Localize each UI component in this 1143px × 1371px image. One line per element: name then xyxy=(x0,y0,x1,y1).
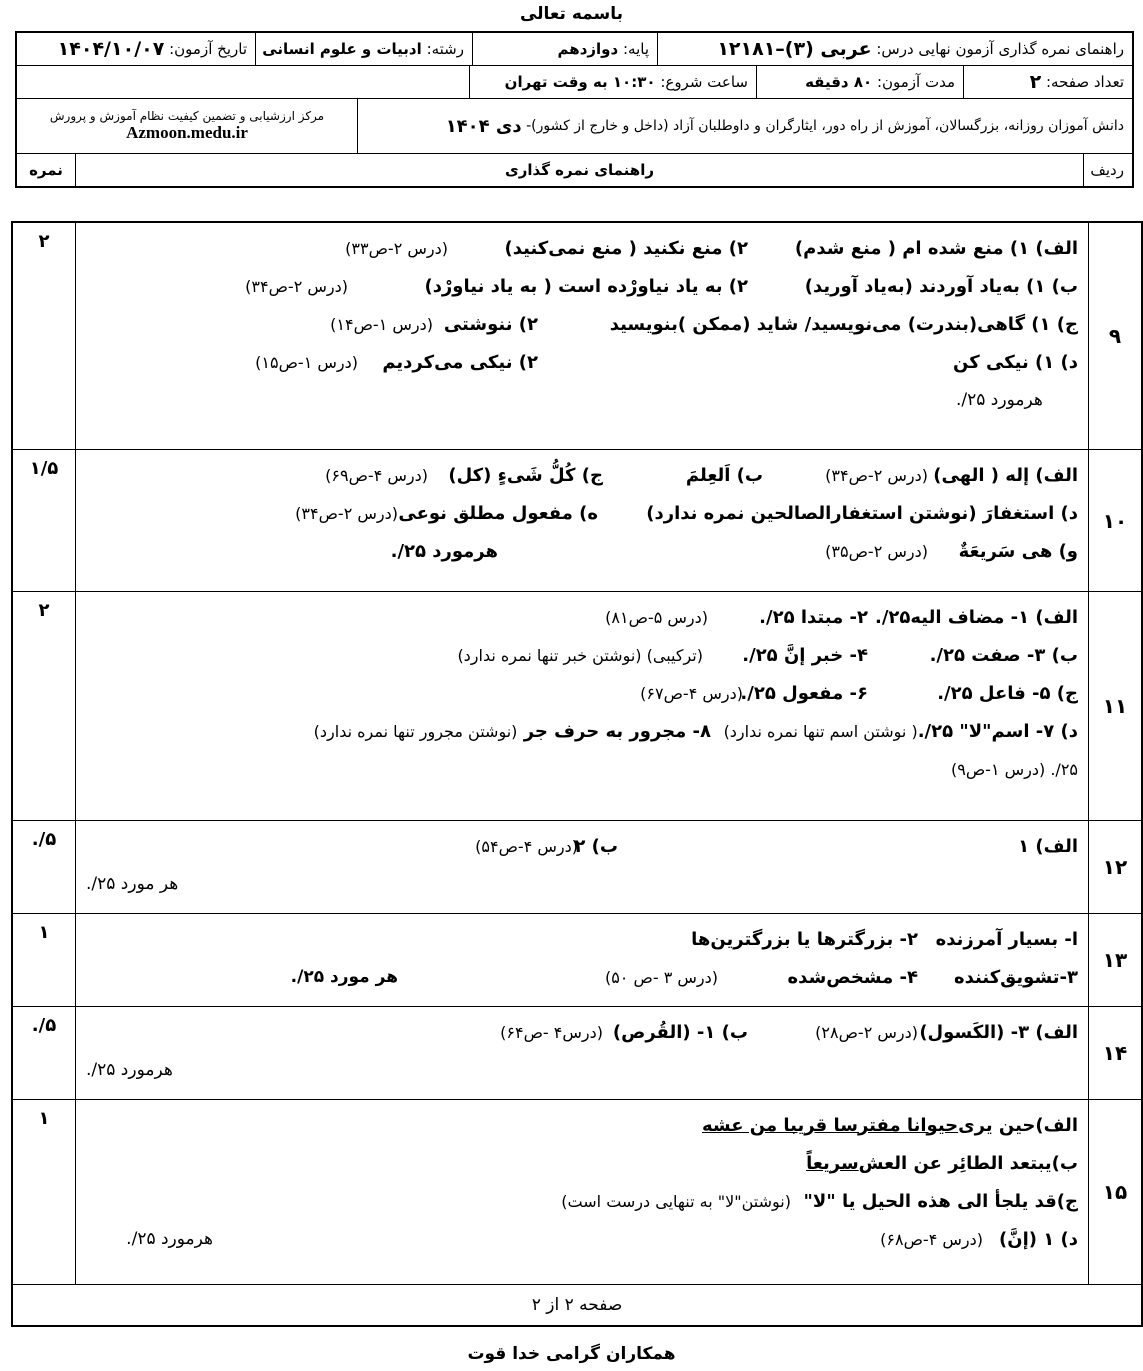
row-content xyxy=(75,592,1088,820)
row-score: ۱ xyxy=(38,1108,50,1129)
row-content xyxy=(75,914,1088,1006)
audience-cell xyxy=(357,99,1132,153)
header-row-4 xyxy=(17,154,1132,186)
start-time-cell xyxy=(469,66,756,98)
answer-item: الف) ۳- (الکَسول) xyxy=(919,1021,1078,1043)
duration-label: مدت آزمون: xyxy=(876,73,955,91)
lesson-ref: (درس ۲-ص۳۵) xyxy=(825,541,928,561)
answer-item: ب) ۱) به‌یاد آوردند (به‌یاد آورید) xyxy=(804,275,1078,297)
grading-table xyxy=(11,221,1143,1327)
lesson-ref: (درس ۵-ص۸۱) xyxy=(605,607,708,627)
lesson-ref: (نوشتن"لا" به تنهایی درست است) xyxy=(561,1191,791,1211)
answer-item: ۶- مفعول ۲۵/. xyxy=(740,682,868,704)
lesson-ref: (درس ۲-ص۳۴) xyxy=(295,503,398,523)
answer-item: ۴- خبر إنَّ ۲۵/. xyxy=(742,644,868,666)
date-cell xyxy=(17,33,255,65)
answer-underlined: حیوانا مفترسا قریبا من عشه xyxy=(701,1114,959,1136)
answer-item: ۲) نیکی می‌کردیم xyxy=(382,351,538,373)
answer-item: و) هی سَریعَةٌ xyxy=(958,540,1078,562)
row-number: ۱۰ xyxy=(1088,450,1141,591)
answer-item: د) ۷- اسم"لا" ۲۵/. xyxy=(917,720,1078,742)
row-number: ۱۱ xyxy=(1088,592,1141,820)
center-name: مرکز ارزشیابی و تضمین کیفیت نظام آموزش و پرورش xyxy=(49,109,325,123)
center-cell xyxy=(17,99,357,153)
duration-cell xyxy=(756,66,963,98)
answer-item: الف) ۱ xyxy=(1018,835,1078,857)
exam-header-table xyxy=(15,31,1134,188)
answer-item: ۲) منع نکنید ( منع نمی‌کنید) xyxy=(504,237,748,259)
score-note: هرمورد ۲۵/. xyxy=(390,540,498,562)
answer-item: ب) ۳- صفت ۲۵/. xyxy=(929,644,1078,666)
lesson-ref: (درس ۳ -ص ۵۰) xyxy=(604,967,718,987)
website-link[interactable]: Azmoon.medu.ir xyxy=(126,123,248,142)
table-row-15 xyxy=(13,1100,1141,1285)
answer-item: ب)یبتعد الطائِر عن العش xyxy=(858,1152,1078,1174)
answer-item: ۲- بزرگترها یا بزرگترین‌ها xyxy=(691,928,918,950)
grade-label: پایه: xyxy=(622,40,649,58)
col-guide-label: راهنمای نمره گذاری xyxy=(505,161,654,179)
score-note: هرمورد ۲۵/. xyxy=(126,1229,213,1249)
answer-item: ۴- مشخص‌شده xyxy=(787,966,918,988)
header-row-3 xyxy=(17,99,1132,154)
lesson-ref: ۲۵/. (درس ۱-ص۹) xyxy=(950,759,1078,779)
score-note: هرمورد ۲۵/. xyxy=(86,1060,173,1080)
start-label: ساعت شروع: xyxy=(660,73,748,91)
answer-item: ب) اَلعِلمَ xyxy=(685,464,763,486)
start-value: ۱۰:۳۰ به وقت تهران xyxy=(504,73,656,91)
row-score: ۲ xyxy=(38,600,50,621)
date-value: ۱۴۰۴/۱۰/۰۷ xyxy=(57,38,165,60)
answer-item: ج) ۱) گاهی(بندرت) می‌نویسید/ شاید (ممکن )بنویسید xyxy=(609,313,1078,335)
page-heading: باسمه تعالی xyxy=(519,4,624,24)
answer-item: ۲- مبتدا ۲۵/. xyxy=(759,606,868,628)
row-number: ۱۲ xyxy=(1088,821,1141,913)
row-score: ۲ xyxy=(38,231,50,252)
row-content xyxy=(75,450,1088,591)
field-cell xyxy=(255,33,472,65)
row-score: ۵/. xyxy=(31,1015,57,1036)
row-number: ۱۳ xyxy=(1088,914,1141,1006)
grade-value: دوازدهم xyxy=(557,40,619,58)
row-content xyxy=(75,1007,1088,1099)
answer-item: ب) ۱- (القُرص) xyxy=(612,1021,748,1043)
pages-cell xyxy=(963,66,1132,98)
lesson-ref: (درس ۱-ص۱۵) xyxy=(255,352,358,372)
duration-value: ۸۰ دقیقه xyxy=(805,73,873,91)
pages-value: ۲ xyxy=(1029,71,1042,93)
lesson-ref: (درس ۲-ص۳۴) xyxy=(245,276,348,296)
answer-item: ب) ۲ xyxy=(574,835,618,857)
row-number: ۱۵ xyxy=(1088,1100,1141,1284)
table-row-14 xyxy=(13,1007,1141,1100)
course-cell xyxy=(657,33,1132,65)
closing-note: همکاران گرامی خدا قوت xyxy=(467,1344,676,1364)
lesson-ref: (درس ۱-ص۱۴) xyxy=(330,314,433,334)
field-label: رشته: xyxy=(426,40,464,58)
table-row-12 xyxy=(13,821,1141,914)
answer-item: الف) ۱) منع شده ام ( منع شدم) xyxy=(794,237,1078,259)
col-score-header xyxy=(17,154,75,186)
row-number: ۹ xyxy=(1088,223,1141,449)
date-label: تاریخ آزمون: xyxy=(169,40,247,58)
grade-cell xyxy=(472,33,657,65)
answer-item: الف) ۱- مضاف الیه۲۵/. xyxy=(874,606,1078,628)
lesson-ref: (درس۴ -ص۶۴) xyxy=(500,1022,603,1042)
course-label: راهنمای نمره گذاری آزمون نهایی درس: xyxy=(876,40,1124,58)
lesson-ref: (درس ۴-ص۵۴) xyxy=(475,836,578,856)
row-number: ۱۴ xyxy=(1088,1007,1141,1099)
answer-underlined: سریعاً xyxy=(806,1152,859,1174)
answer-item: د) استغفارَ (نوشتن استغفارالصالحین نمره ندارد) xyxy=(646,502,1078,524)
col-row-label: ردیف xyxy=(1090,161,1124,179)
answer-item: ۸- مجرور به حرف جر xyxy=(523,720,712,742)
row-content xyxy=(75,821,1088,913)
session-value: دی ۱۴۰۴ xyxy=(445,115,522,137)
answer-item: ۲) ننوشتی xyxy=(443,313,538,335)
row-score: ۱ xyxy=(38,922,50,943)
row-content xyxy=(75,223,1088,449)
field-value: ادبیات و علوم انسانی xyxy=(262,40,422,58)
row-content xyxy=(75,1100,1088,1284)
lesson-ref: (درس ۴-ص۶۹) xyxy=(325,465,428,485)
row-score: ۱/۵ xyxy=(29,458,59,479)
lesson-ref: ( نوشتن اسم تنها نمره ندارد) xyxy=(723,721,918,741)
table-row-10 xyxy=(13,450,1141,592)
score-note: هرمورد ۲۵/. xyxy=(956,390,1043,410)
answer-item: ۳-تشویق‌کننده xyxy=(953,966,1078,988)
answer-item: ج) ۵- فاعل ۲۵/. xyxy=(937,682,1078,704)
course-value: عربی (۳)–۱۲۱۸۱ xyxy=(717,38,872,60)
col-row-header xyxy=(1083,154,1132,186)
answer-item: ج)قد یلجأ الی هذه الحیل یا "لا" xyxy=(803,1190,1078,1212)
col-guide-header xyxy=(75,154,1083,186)
header-row-1 xyxy=(17,33,1132,66)
lesson-ref: (درس ۲-ص۳۳) xyxy=(345,238,448,258)
answer-item: د) ۱) نیکی کن xyxy=(953,351,1078,373)
answer-item: ه) مفعول مطلق نوعی xyxy=(398,502,598,524)
lesson-ref: (درس ۲-ص۳۴) xyxy=(825,465,928,485)
lesson-ref: (درس ۲-ص۲۸) xyxy=(815,1022,918,1042)
answer-item: ا- بسیار آمرزنده xyxy=(935,928,1078,950)
answer-item: د) ۱ (إنَّ) xyxy=(999,1228,1078,1250)
empty-cell xyxy=(17,66,469,98)
col-score-label: نمره xyxy=(29,161,63,179)
pages-label: تعداد صفحه: xyxy=(1045,73,1124,91)
page-footer-row xyxy=(13,1285,1141,1325)
table-row-9 xyxy=(13,223,1141,450)
score-note: هر مورد ۲۵/. xyxy=(290,967,398,987)
table-row-13 xyxy=(13,914,1141,1007)
lesson-ref: (درس ۴-ص۶۸) xyxy=(880,1229,983,1249)
answer-item: الف) إله ( الهی) xyxy=(933,464,1078,486)
answer-item: الف)حین یری xyxy=(958,1114,1078,1136)
lesson-ref: (نوشتن مجرور تنها نمره ندارد) xyxy=(313,721,518,741)
score-note: هر مورد ۲۵/. xyxy=(86,874,179,894)
row-score: ۵/. xyxy=(31,829,57,850)
lesson-ref: (درس ۴-ص۶۷) xyxy=(640,683,743,703)
answer-item: ۲) به یاد نیاورْده است ( به یاد نیاورْد) xyxy=(424,275,748,297)
answer-item: ج) کُلُّ شَیءٍ (کل) xyxy=(448,464,603,486)
page-number: صفحه ۲ از ۲ xyxy=(531,1295,623,1315)
lesson-ref: (ترکیبی) (نوشتن خبر تنها نمره ندارد) xyxy=(457,645,703,665)
table-row-11 xyxy=(13,592,1141,821)
header-row-2 xyxy=(17,66,1132,99)
audience-text: دانش آموزان روزانه، بزرگسالان، آموزش از راه دور، ایثارگران و داوطلبان آزاد (داخل و خارج از کشور)- xyxy=(526,118,1124,134)
